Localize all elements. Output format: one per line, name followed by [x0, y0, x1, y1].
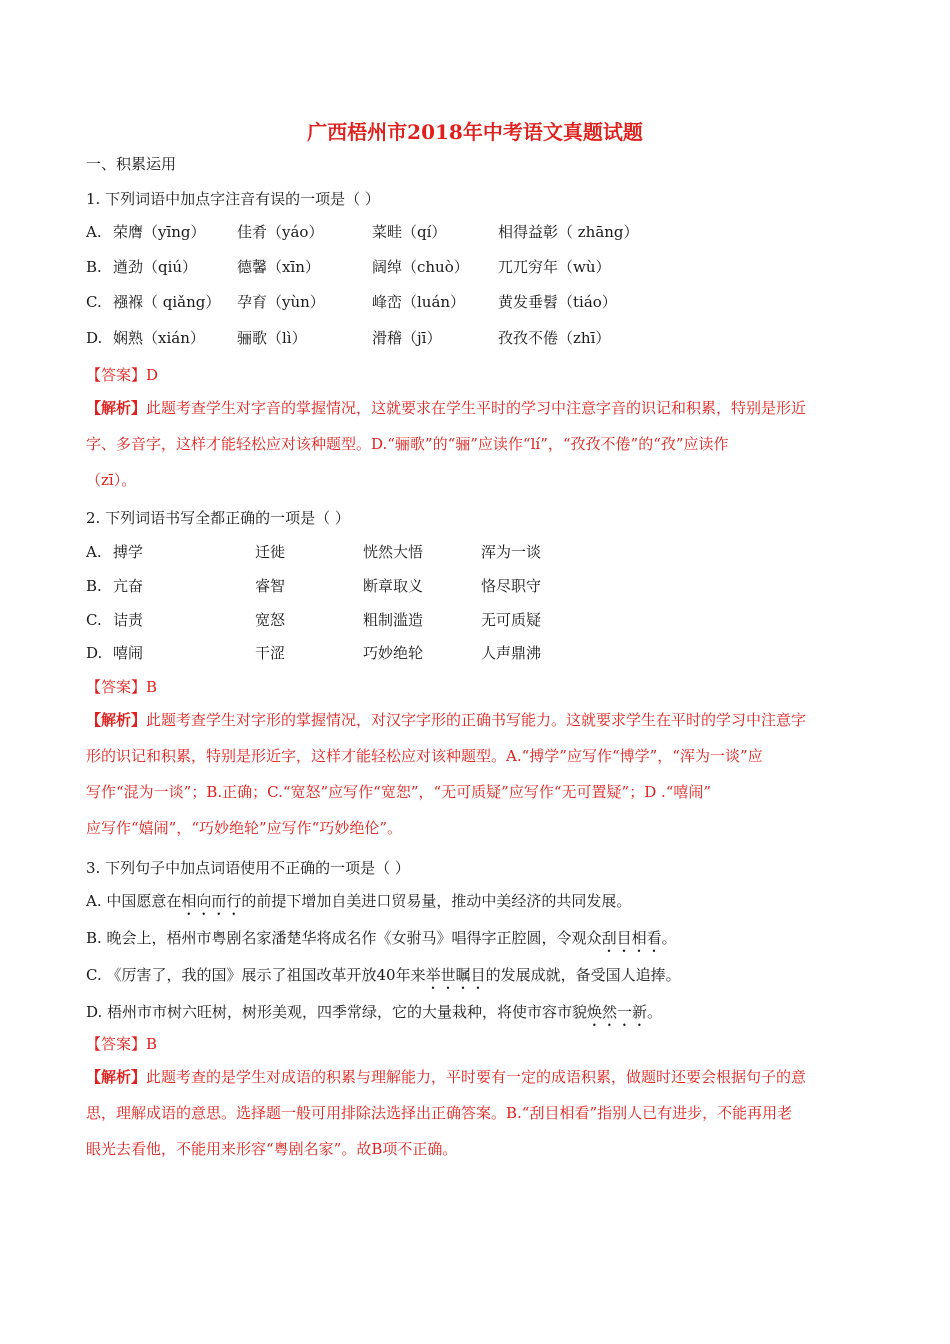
analysis-label: 【解析】 — [86, 399, 147, 417]
option-item: 断章取义 — [363, 577, 424, 595]
analysis-line: 思，理解成语的意思。选择题一般可用排除法选择出正确答案。B.“刮目相看”指别人已有进步，不能再用老 — [86, 1104, 793, 1122]
option-item: 迁徙 — [255, 543, 286, 561]
option-item: 峰峦（luán） — [372, 293, 466, 311]
dotted-phrase: 相向而行 — [181, 892, 242, 910]
option-item: 德馨（xīn） — [237, 258, 320, 276]
analysis-label: 【解析】 — [86, 1068, 147, 1086]
analysis-line: 应写作“嬉闹”，“巧妙绝轮”应写作“巧妙绝伦”。 — [86, 819, 403, 837]
option-label: B. — [86, 258, 102, 276]
option-item: 巧妙绝轮 — [363, 644, 424, 662]
sentence-text: 的发展成就，备受国人追捧。 — [485, 966, 681, 984]
analysis-line: 此题考查的是学生对成语的积累与理解能力，平时要有一定的成语积累，做题时还要会根据句子的意 — [146, 1068, 807, 1086]
option-item: 佳肴（yáo） — [237, 223, 324, 241]
option-item: 嘻闹 — [113, 644, 144, 662]
question-3-stem: 3. 下列句子中加点词语使用不正确的一项是（ ） — [86, 859, 410, 877]
option-item: 浑为一谈 — [481, 543, 542, 561]
option-item: 恍然大悟 — [363, 543, 424, 561]
option-label: D. — [86, 644, 103, 662]
sentence-option — [86, 1002, 662, 1030]
option-item: 阔绰（chuò） — [372, 258, 469, 276]
option-item: 干涩 — [255, 644, 286, 662]
option-label: A. — [86, 223, 102, 241]
analysis-text — [86, 702, 866, 846]
sentence-option — [86, 965, 681, 993]
option-item: 恪尽职守 — [481, 577, 542, 595]
sentence-text: A. 中国愿意在 — [86, 892, 182, 910]
option-item: 无可质疑 — [481, 611, 542, 629]
option-item: 荣膺（yīng） — [113, 223, 206, 241]
sentence-option — [86, 891, 631, 919]
question-1-answer: 【答案】D — [86, 366, 159, 384]
option-item: 襁褓（ qiǎng） — [113, 293, 221, 311]
option-item: 兀兀穷年（wù） — [498, 258, 611, 276]
option-item: 粗制滥造 — [363, 611, 424, 629]
analysis-text — [86, 1059, 866, 1167]
analysis-line: 写作“混为一谈”；B.正确；C.“宽怒”应写作“宽恕”，“无可质疑”应写作“无可置疑”；D .“嘻闹” — [86, 783, 712, 801]
option-item: 睿智 — [255, 577, 286, 595]
option-item: 孕育（yùn） — [237, 293, 325, 311]
analysis-line: 字、多音字，这样才能轻松应对该种题型。D.“骊歌”的“骊”应读作“lí”，“孜孜不倦”的“孜”应读作 — [86, 435, 729, 453]
option-item: 宽怒 — [255, 611, 286, 629]
option-label: D. — [86, 329, 103, 347]
question-1-stem: 1. 下列词语中加点字注音有误的一项是（ ） — [86, 190, 380, 208]
sentence-text: B. 晚会上，梧州市粤剧名家潘楚华将成名作《女驸马》唱得字正腔圆，令观众 — [86, 929, 602, 947]
option-label: A. — [86, 543, 102, 561]
analysis-text — [86, 390, 866, 498]
option-item: 人声鼎沸 — [481, 644, 542, 662]
dotted-phrase: 举世瞩目 — [425, 966, 486, 984]
option-item: 孜孜不倦（zhī） — [498, 329, 611, 347]
page-title: 广西梧州市2018年中考语文真题试题 — [307, 120, 643, 144]
option-item: 诘责 — [113, 611, 144, 629]
sentence-text: D. 梧州市市树六旺树，树形美观，四季常绿，它的大量栽种，将使市容市貌 — [86, 1003, 588, 1021]
sentence-text: 。 — [661, 929, 677, 947]
option-item: 滑稽（jī） — [372, 329, 442, 347]
option-item: 相得益彰（ zhāng） — [498, 223, 639, 241]
analysis-label: 【解析】 — [86, 711, 147, 729]
option-item: 遒劲（qiú） — [113, 258, 198, 276]
question-2-answer: 【答案】B — [86, 678, 158, 696]
question-2-stem: 2. 下列词语书写全都正确的一项是（ ） — [86, 509, 350, 527]
option-item: 娴熟（xián） — [113, 329, 205, 347]
sentence-text: 。 — [647, 1003, 663, 1021]
option-item: 黄发垂髫（tiáo） — [498, 293, 617, 311]
option-item: 骊歌（lì） — [237, 329, 307, 347]
option-item: 菜畦（qí） — [372, 223, 447, 241]
section-heading: 一、积累运用 — [86, 155, 177, 173]
option-item: 亢奋 — [113, 577, 144, 595]
analysis-line: （zī）。 — [86, 471, 137, 489]
question-3-answer: 【答案】B — [86, 1035, 158, 1053]
analysis-line: 形的识记和积累，特别是形近字，这样才能轻松应对该种题型。A.“搏学”应写作“博学”，“浑为一谈”应 — [86, 747, 763, 765]
analysis-line: 此题考查学生对字音的掌握情况，这就要求在学生平时的学习中注意字音的识记和积累，特别是形近 — [146, 399, 807, 417]
analysis-line: 此题考查学生对字形的掌握情况，对汉字字形的正确书写能力。这就要求学生在平时的学习中注意字 — [146, 711, 807, 729]
option-label: B. — [86, 577, 102, 595]
option-label: C. — [86, 293, 102, 311]
option-item: 搏学 — [113, 543, 144, 561]
dotted-phrase: 焕然一新 — [587, 1003, 648, 1021]
sentence-text: 的前提下增加自美进口贸易量，推动中美经济的共同发展。 — [241, 892, 632, 910]
sentence-text: C. 《厉害了，我的国》展示了祖国改革开放40年来 — [86, 966, 426, 984]
analysis-line: 眼光去看他，不能用来形容“粤剧名家”。故B项不正确。 — [86, 1140, 458, 1158]
option-label: C. — [86, 611, 102, 629]
sentence-option — [86, 928, 677, 956]
dotted-phrase: 刮目相看 — [601, 929, 662, 947]
